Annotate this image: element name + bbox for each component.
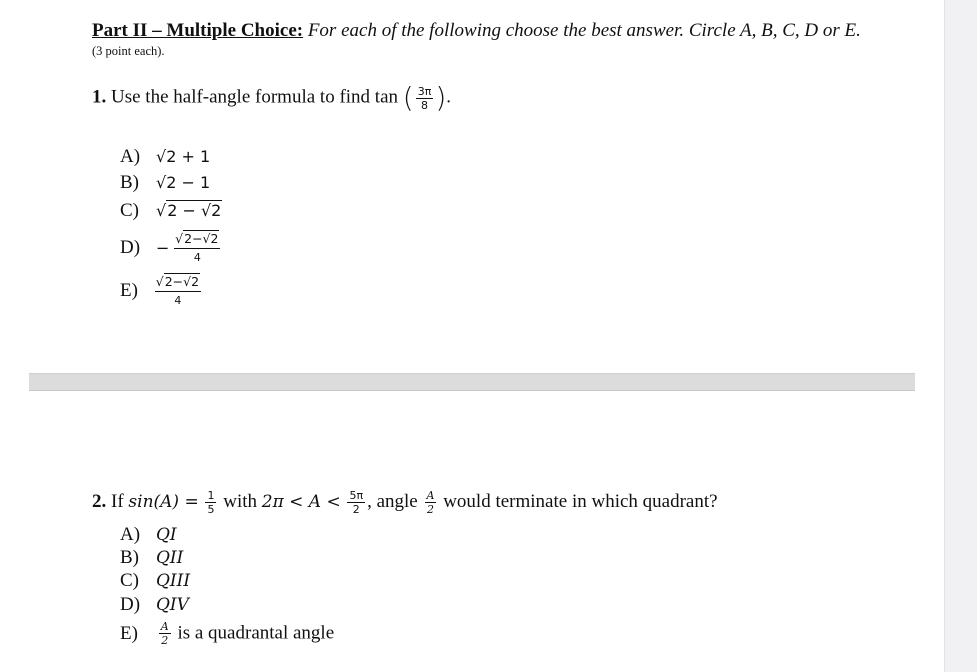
option-label: A) xyxy=(120,524,141,545)
section-divider xyxy=(29,373,915,391)
q2-option-c[interactable] xyxy=(120,570,190,592)
fraction-a-2: $\frac{A}{2}$ xyxy=(426,489,435,516)
option-expression: √2 − √2 xyxy=(156,201,222,220)
option-label: A) xyxy=(120,146,141,167)
q2-option-a[interactable] xyxy=(120,524,177,546)
q1-option-b[interactable] xyxy=(120,172,210,194)
question-number: 2. xyxy=(92,490,107,512)
option-expression: √2 − 1 xyxy=(156,173,211,192)
question-end: . xyxy=(446,86,452,108)
option-label: E) xyxy=(120,279,138,301)
q2-option-b[interactable] xyxy=(120,547,183,569)
question-number: 1. xyxy=(92,86,107,108)
q2-option-d[interactable] xyxy=(120,594,189,616)
option-text: QI xyxy=(156,525,177,545)
option-expression: √2 + 1 xyxy=(156,147,211,166)
text-tail: would terminate in which quadrant? xyxy=(443,490,718,512)
option-label: D) xyxy=(120,236,141,258)
section-header xyxy=(92,20,861,42)
right-paren: ) xyxy=(435,81,447,114)
option-text: is a quadrantal angle xyxy=(177,622,335,644)
part-label: Part II – Multiple Choice: xyxy=(92,20,304,41)
left-paren: ( xyxy=(402,81,414,114)
points-note: (3 point each). xyxy=(92,44,165,58)
question-2 xyxy=(92,490,718,515)
text-angle: , angle xyxy=(367,490,418,512)
fraction-5pi-2: $\frac{5\pi}{2}$ xyxy=(349,489,364,516)
q1-option-d[interactable] xyxy=(120,233,220,263)
option-label: C) xyxy=(120,200,139,221)
q1-option-e[interactable] xyxy=(120,276,201,306)
sqrt-sign: √ xyxy=(156,201,167,220)
option-text: QIII xyxy=(156,571,191,591)
option-fraction: $\frac{√2-√2}{4}$ xyxy=(175,231,219,264)
question-text: Use the half-angle formula to find tan xyxy=(111,86,399,108)
q2-option-e[interactable] xyxy=(120,621,334,646)
text-if: If xyxy=(111,490,124,512)
question-1 xyxy=(92,81,452,114)
option-label: E) xyxy=(120,622,138,644)
fraction-one-fifth: $\frac{1}{5}$ xyxy=(207,489,215,516)
minus-sign: − xyxy=(156,238,170,258)
option-label: B) xyxy=(120,172,139,193)
option-fraction: $\frac{√2-√2}{4}$ xyxy=(155,274,200,307)
option-label: B) xyxy=(120,547,139,568)
q1-option-c[interactable] xyxy=(120,200,222,222)
instructions: For each of the following choose the best answer. Circle A, B, C, D or E. xyxy=(307,20,861,41)
option-text: QII xyxy=(156,548,184,568)
fraction: $\frac{3\pi}{8}$ xyxy=(417,84,432,112)
viewer-gutter xyxy=(944,0,977,672)
q1-option-a[interactable] xyxy=(120,146,210,168)
text-with: with xyxy=(223,490,257,512)
option-text: QIV xyxy=(156,595,189,615)
option-label: C) xyxy=(120,570,139,591)
inequality: 2π < A < xyxy=(261,491,341,512)
option-label: D) xyxy=(120,594,141,615)
sin-expression: sin(A) = xyxy=(128,491,199,512)
fraction-a-2: $\frac{A}{2}$ xyxy=(160,620,169,647)
